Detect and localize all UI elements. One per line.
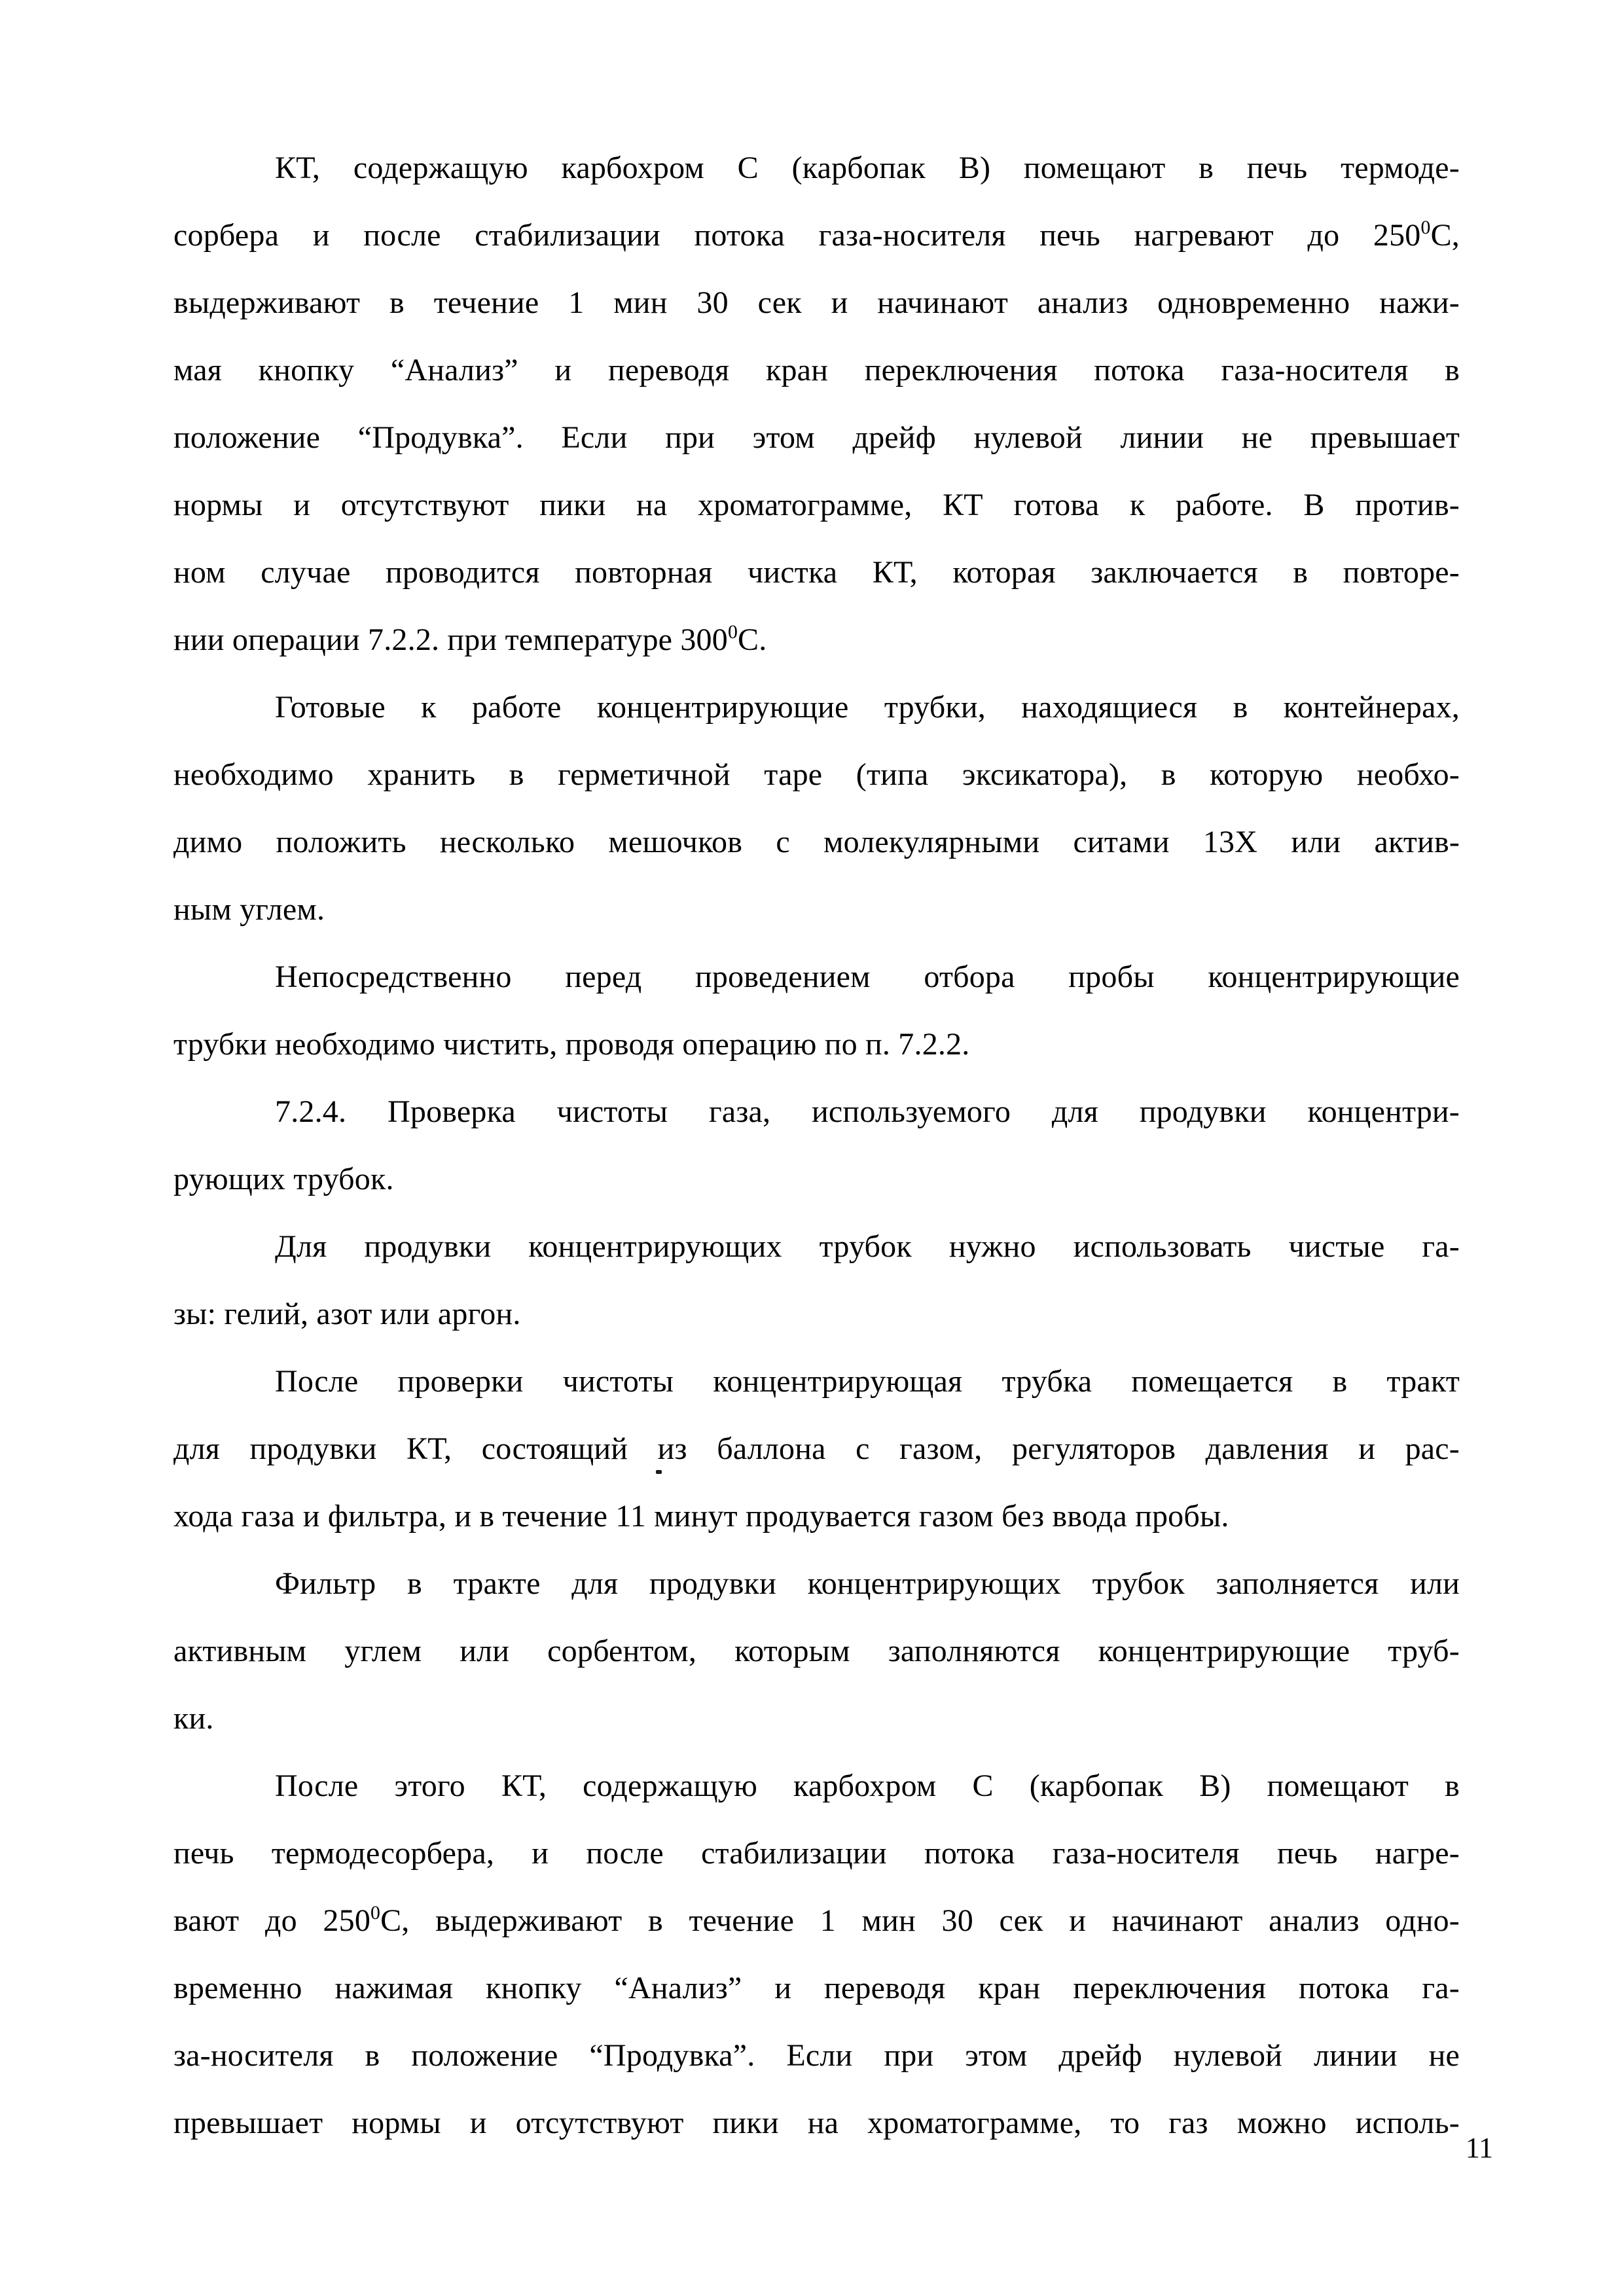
text-segment: ным углем. — [173, 892, 325, 927]
text-line — [173, 1954, 1460, 2022]
superscript-degree: 0 — [727, 621, 738, 643]
text-segment: димо положить несколько мешочков с молекулярными ситами 13Х или актив- — [173, 825, 1460, 859]
text-segment: сорбера и после стабилизации потока газа-носителя печь нагревают до 250 — [173, 218, 1421, 253]
text-segment: С, выдерживают в течение 1 мин 30 сек и начинают анализ одно- — [380, 1903, 1460, 1938]
text-segment: С, — [1430, 218, 1460, 253]
text-segment: Непосредственно перед проведением отбора пробы концентрирующие — [275, 960, 1460, 994]
page-number: 11 — [1465, 2132, 1494, 2164]
text-line — [173, 1011, 1460, 1078]
text-segment: С. — [738, 622, 767, 657]
text-line — [173, 1348, 1460, 1415]
text-line — [173, 2089, 1460, 2157]
text-line — [173, 134, 1460, 202]
text-line — [173, 1550, 1460, 1617]
text-line — [173, 1280, 1460, 1348]
text-line — [173, 741, 1460, 808]
text-segment: превышает нормы и отсутствуют пики на хроматограмме, то газ можно исполь- — [173, 2106, 1460, 2140]
text-segment: зы: гелий, азот или аргон. — [173, 1297, 521, 1331]
text-segment: необходимо хранить в герметичной таре (типа эксикатора), в которую необхо- — [173, 757, 1460, 792]
text-line — [173, 1617, 1460, 1685]
text-line — [173, 943, 1460, 1011]
text-segment: 7.2.4. Проверка чистоты газа, используемого для продувки концентри- — [275, 1094, 1460, 1129]
text-line — [173, 1820, 1460, 1887]
text-line — [173, 1887, 1460, 1954]
text-line — [173, 1752, 1460, 1820]
text-segment: вают до 250 — [173, 1903, 371, 1938]
text-segment: хода газа и фильтра, и в течение 11 минут продувается газом без ввода пробы. — [173, 1499, 1229, 1534]
text-line — [173, 202, 1460, 269]
text-segment: для продувки КТ, состоящий из баллона с газом, регуляторов давления и рас- — [173, 1431, 1460, 1466]
text-line — [173, 404, 1460, 471]
text-line — [173, 673, 1460, 741]
superscript-degree: 0 — [370, 1902, 381, 1924]
text-line — [173, 1145, 1460, 1213]
text-line — [173, 269, 1460, 336]
text-line — [173, 1685, 1460, 1752]
text-segment: После этого КТ, содержащую карбохром С (карбопак В) помещают в — [275, 1768, 1460, 1803]
text-segment: Для продувки концентрирующих трубок нужно использовать чистые га- — [275, 1229, 1460, 1264]
text-segment: активным углем или сорбентом, которым заполняются концентрирующие труб- — [173, 1634, 1460, 1668]
text-line — [173, 471, 1460, 539]
text-segment: После проверки чистоты концентрирующая трубка помещается в тракт — [275, 1364, 1460, 1399]
text-segment: трубки необходимо чистить, проводя операцию по п. 7.2.2. — [173, 1027, 970, 1062]
text-segment: выдерживают в течение 1 мин 30 сек и начинают анализ одновременно нажи- — [173, 285, 1460, 320]
text-segment: Готовые к работе концентрирующие трубки, находящиеся в контейнерах, — [275, 690, 1460, 725]
text-line — [173, 1213, 1460, 1280]
text-segment: ки. — [173, 1701, 214, 1736]
text-line — [173, 876, 1460, 943]
text-line — [173, 336, 1460, 404]
text-column — [173, 134, 1460, 2157]
text-line — [173, 808, 1460, 876]
text-segment: за-носителя в положение “Продувка”. Если при этом дрейф нулевой линии не — [173, 2038, 1460, 2073]
text-segment: ном случае проводится повторная чистка КТ, которая заключается в повторе- — [173, 555, 1460, 590]
text-segment: рующих трубок. — [173, 1162, 394, 1196]
text-segment: Фильтр в тракте для продувки концентрирующих трубок заполняется или — [275, 1566, 1460, 1601]
scan-artifact-dot — [656, 1470, 662, 1474]
text-segment: положение “Продувка”. Если при этом дрейф нулевой линии не превышает — [173, 420, 1460, 455]
text-segment: КТ, содержащую карбохром С (карбопак В) помещают в печь термоде- — [275, 151, 1460, 185]
text-line — [173, 606, 1460, 673]
text-line — [173, 2022, 1460, 2089]
text-segment: печь термодесорбера, и после стабилизации потока газа-носителя печь нагре- — [173, 1836, 1460, 1871]
text-line — [173, 1078, 1460, 1145]
text-segment: мая кнопку “Анализ” и переводя кран переключения потока газа-носителя в — [173, 353, 1460, 387]
text-segment: нормы и отсутствуют пики на хроматограмме, КТ готова к работе. В против- — [173, 488, 1460, 522]
text-segment: временно нажимая кнопку “Анализ” и переводя кран переключения потока га- — [173, 1971, 1460, 2005]
superscript-degree: 0 — [1420, 217, 1431, 238]
text-line — [173, 539, 1460, 606]
text-line — [173, 1415, 1460, 1482]
text-line — [173, 1482, 1460, 1550]
text-segment: нии операции 7.2.2. при температуре 300 — [173, 622, 728, 657]
